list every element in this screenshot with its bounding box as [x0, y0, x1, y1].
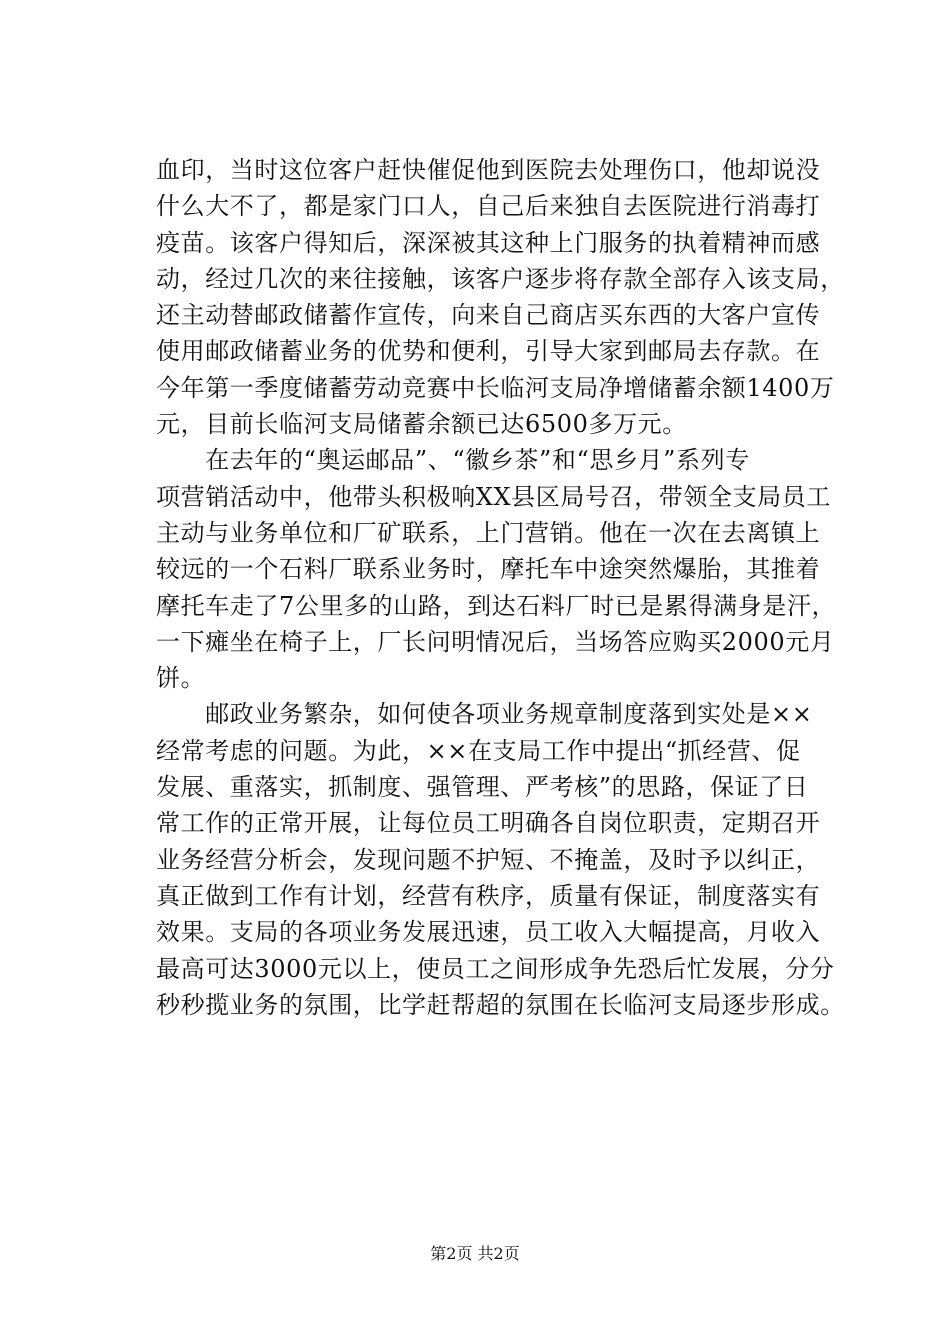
text-line: 一下瘫坐在椅子上，厂长问明情况后，当场答应购买2000元月 [156, 627, 835, 656]
text-line: 在去年的“奥运邮品”、“徽乡茶”和“思乡月”系列专 [156, 446, 750, 475]
text-line: 主动与业务单位和厂矿联系，上门营销。他在一次在去离镇上 [156, 518, 821, 547]
text-line: 发展、重落实，抓制度、强管理、严考核”的思路，保证了日 [156, 773, 809, 802]
text-line: 疫苗。该客户得知后，深深被其这种上门服务的执着精神而感 [156, 228, 821, 257]
text-line: 血印，当时这位客户赶快催促他到医院去处理伤口，他却说没 [156, 156, 821, 184]
text-line: 元，目前长临河支局储蓄余额已达6500多万元。 [156, 410, 687, 439]
text-line: 真正做到工作有计划，经营有秩序，质量有保证，制度落实有 [156, 881, 821, 910]
text-line: 饼。 [156, 664, 206, 693]
text-line: 项营销活动中，他带头积极响XX县区局号召，带领全支局员工 [156, 482, 831, 511]
body-text [156, 152, 856, 1023]
text-line: 动，经过几次的来往接触，该客户逐步将存款全部存入该支局， [156, 264, 845, 293]
text-line: 还主动替邮政储蓄作宣传，向来自己商店买东西的大客户宣传 [156, 301, 821, 330]
text-line: 效果。支局的各项业务发展迅速，员工收入大幅提高，月收入 [156, 918, 821, 947]
text-line: 常工作的正常开展，让每位员工明确各自岗位职责，定期召开 [156, 809, 821, 838]
text-line: 摩托车走了7公里多的山路，到达石料厂时已是累得满身是汗， [156, 591, 837, 620]
text-line: 什么大不了，都是家门口人，自己后来独自去医院进行消毒打 [156, 192, 821, 221]
text-line: 经常考虑的问题。为此，××在支局工作中提出“抓经营、促 [156, 736, 801, 765]
text-line: 业务经营分析会，发现问题不护短、不掩盖，及时予以纠正， [156, 845, 821, 874]
text-line: 较远的一个石料厂联系业务时，摩托车中途突然爆胎，其推着 [156, 555, 821, 584]
text-line: 最高可达3000元以上，使员工之间形成争先恐后忙发展，分分 [156, 954, 835, 983]
text-line: 今年第一季度储蓄劳动竞赛中长临河支局净增储蓄余额1400万 [156, 373, 835, 402]
text-line: 使用邮政储蓄业务的优势和便利，引导大家到邮局去存款。在 [156, 337, 821, 366]
text-line: 秒秒揽业务的氛围，比学赶帮超的氛围在长临河支局逐步形成。 [156, 990, 845, 1019]
text-line: 邮政业务繁杂，如何使各项业务规章制度落到实处是×× [156, 700, 813, 729]
page-number-footer: 第2页 共2页 [430, 1244, 520, 1263]
